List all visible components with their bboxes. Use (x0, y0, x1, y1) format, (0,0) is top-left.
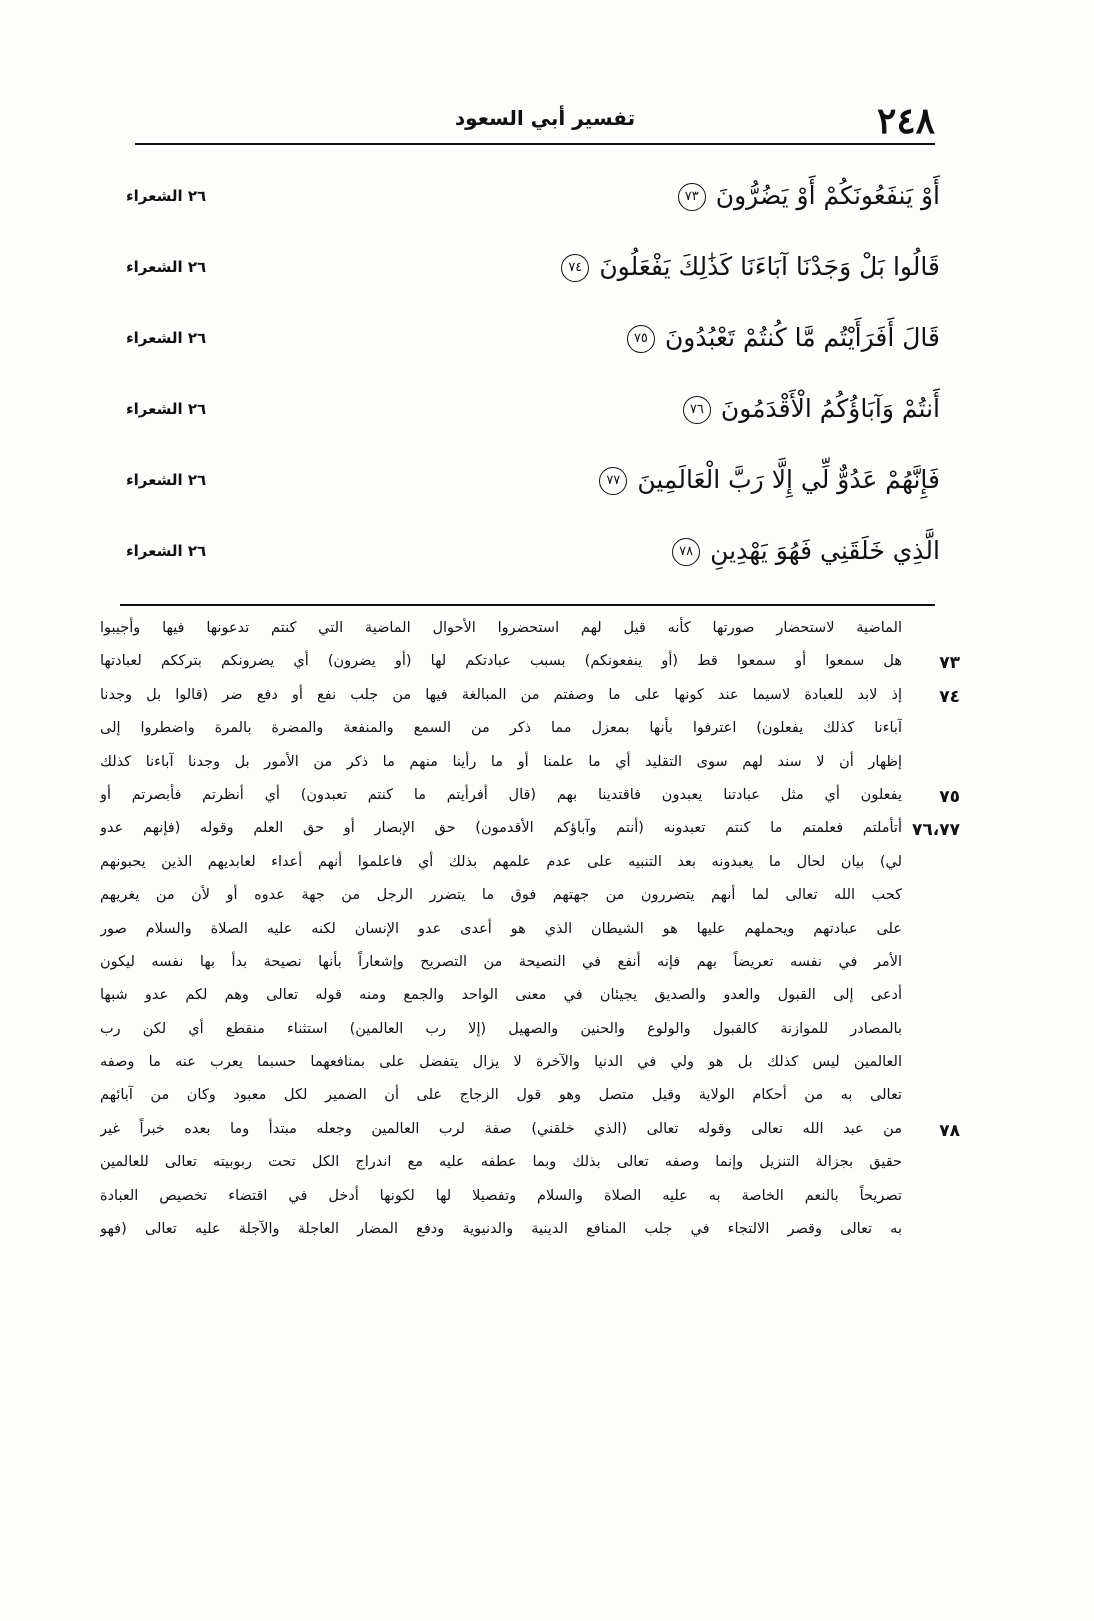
verse-line (120, 520, 940, 591)
commentary-line (100, 812, 960, 845)
surah-reference: ٢٦ الشعراء (126, 471, 207, 489)
verse-number-marker: ٧٨ (672, 538, 700, 566)
commentary-text: لي) بيان لحال ما يعبدونه بعد التنبيه على عدم علمهم بذلك أي فاعلموا أنهم أعداء لعابديهم الذين يحبونهم (100, 853, 902, 870)
commentary-text: يفعلون أي مثل عبادتنا يعبدون فاقتدينا بهم (قال أفرأيتم ما كنتم تعبدون) أي أنظرتم فأبصرتم أو (100, 786, 902, 803)
commentary-line (100, 1013, 960, 1046)
section-divider (120, 604, 935, 606)
verse-line (120, 378, 940, 449)
running-title: تفسير أبي السعود (454, 106, 636, 130)
commentary-text: هل سمعوا أو سمعوا قط (أو ينفعونكم) بسبب عبادتكم لها (أو يضرون) أي يضرونكم بترككم لعبادتها (100, 653, 902, 670)
commentary-line (100, 712, 960, 745)
commentary-text: على عبادتهم ويحملهم عليها هو الشيطان الذي هو أعدى عدو الإنسان لكنه عليه الصلاة والسلام صور (100, 920, 902, 937)
verses-block (120, 165, 940, 591)
commentary-text: الأمر في نفسه تعريضاً بهم فإنه أنفع في النصيحة من التصريح وإشعاراً بأنها نصيحة بدأ بها نفسه ليكون (100, 953, 902, 970)
verse-ref-number: ٧٦،٧٧ (912, 820, 960, 841)
commentary-text: بالمصادر للموازنة كالقبول والولوع والحنين والصهيل (إلا رب العالمين) استثناء منقطع أي لكن رب (100, 1020, 902, 1037)
surah-reference: ٢٦ الشعراء (126, 258, 207, 276)
commentary-text: العالمين ليس كذلك بل هو ولي في الدنيا والآخرة لا يزال يتفضل على بمنافعهما حسبما يعرب عنه ما وصفه (100, 1054, 902, 1071)
verse-line (120, 449, 940, 520)
verse-ref-number: ٧٨ (939, 1120, 960, 1141)
verse-text: أَنتُمْ وَآبَاؤُكُمُ الْأَقْدَمُونَ (720, 394, 940, 423)
verse-number-marker: ٧٦ (683, 396, 711, 424)
commentary-text: إذ لابد للعبادة لاسيما عند كونها على ما وصفتم من المبالغة فيها من جلب نفع أو دفع ضر (قالوا بل وجدنا (100, 686, 902, 703)
verse-number-marker: ٧٧ (599, 467, 627, 495)
commentary-text: به تعالى وقصر الالتجاء في جلب المنافع الدينية والدنيوية ودفع المضار العاجلة والآجلة عليه تعالى (فهو (100, 1221, 902, 1238)
commentary-line (100, 1046, 960, 1079)
verse-number-marker: ٧٣ (678, 183, 706, 211)
commentary-line (100, 1213, 960, 1246)
commentary-text: من عبد الله تعالى وقوله تعالى (الذي خلقني) صفة لرب العالمين وجعله مبتدأ وما بعده خبراً غير (100, 1120, 902, 1137)
commentary-text: حقيق بجزالة التنزيل وإنما وصفه تعالى بذلك وبما عطفه عليه مع اندراج الكل تحت ربوبيته تعالى للعالمين (100, 1154, 902, 1171)
header-divider (135, 143, 935, 145)
commentary-line (100, 946, 960, 979)
verse-number-marker: ٧٥ (627, 325, 655, 353)
verse-line (120, 165, 940, 236)
commentary-line (100, 879, 960, 912)
verse-line (120, 307, 940, 378)
commentary-line (100, 779, 960, 812)
verse-ref-number: ٧٤ (939, 686, 960, 707)
commentary-line (100, 746, 960, 779)
verse-line (120, 236, 940, 307)
commentary-line (100, 679, 960, 712)
commentary-line (100, 1113, 960, 1146)
verse-text: الَّذِي خَلَقَنِي فَهُوَ يَهْدِينِ (710, 536, 940, 565)
surah-reference: ٢٦ الشعراء (126, 187, 207, 205)
commentary-text: إظهار أن لا سند لهم سوى التقليد أي ما علمنا أو ما رأينا منهم ما ذكر من الأمور بل وجدنا آباءنا كذلك (100, 753, 902, 770)
commentary-text: أدعى إلى القبول والعدو والصديق يجيئان في معنى الواحد والجمع ومنه قوله تعالى وهم لكم عدو شبها (100, 987, 902, 1004)
surah-reference: ٢٦ الشعراء (126, 329, 207, 347)
commentary-text: آباءنا كذلك يفعلون) اعترفوا بأنها بمعزل مما ذكر من السمع والمنفعة والمضرة بالمرة واضطروا إلى (100, 720, 902, 737)
commentary-text: أتأملتم فعلمتم ما كنتم تعبدونه (أنتم وآباؤكم الأقدمون) حق الإبصار أو حق العلم وقوله (فإنهم عدو (100, 820, 902, 837)
commentary-text: تصريحاً بالنعم الخاصة به عليه الصلاة والسلام وتفصيلا لها لكونها أدخل في اقتضاء تخصيص العبادة (100, 1187, 902, 1204)
commentary-line (100, 1079, 960, 1112)
commentary-line (100, 1146, 960, 1179)
verse-text: قَالَ أَفَرَأَيْتُم مَّا كُنتُمْ تَعْبُدُونَ (664, 323, 940, 352)
verse-text: أَوْ يَنفَعُونَكُمْ أَوْ يَضُرُّونَ (715, 181, 940, 210)
verse-ref-number: ٧٣ (939, 653, 960, 674)
verse-text: فَإِنَّهُمْ عَدُوٌّ لِّي إِلَّا رَبَّ الْعَالَمِينَ (637, 465, 940, 494)
commentary-line (100, 1180, 960, 1213)
verse-text: قَالُوا بَلْ وَجَدْنَا آبَاءَنَا كَذَٰلِكَ يَفْعَلُونَ (599, 252, 940, 281)
commentary-line (100, 846, 960, 879)
surah-reference: ٢٦ الشعراء (126, 542, 207, 560)
page-header (135, 92, 935, 144)
commentary-text: تعالى به من أحكام الولاية وقيل متصل وهو قول الزجاج على أن الضمير لكل معبود وكان من آبائهم (100, 1087, 902, 1104)
page-number: ٢٤٨ (876, 100, 935, 142)
verse-number-marker: ٧٤ (561, 254, 589, 282)
commentary-line (100, 612, 960, 645)
surah-reference: ٢٦ الشعراء (126, 400, 207, 418)
commentary-block (100, 612, 960, 1246)
commentary-line (100, 913, 960, 946)
commentary-line (100, 979, 960, 1012)
commentary-line (100, 645, 960, 678)
commentary-text: كحب الله تعالى لما أنهم يتضررون من جهتهم فوق ما يتضرر الرجل من جهة عدوه أو لأن من يغريهم (100, 887, 902, 904)
verse-ref-number: ٧٥ (939, 786, 960, 807)
commentary-text: الماضية لاستحضار صورتها كأنه قيل لهم استحضروا الأحوال الماضية التي كنتم تدعونها فيها وأجيبوا (100, 620, 902, 636)
